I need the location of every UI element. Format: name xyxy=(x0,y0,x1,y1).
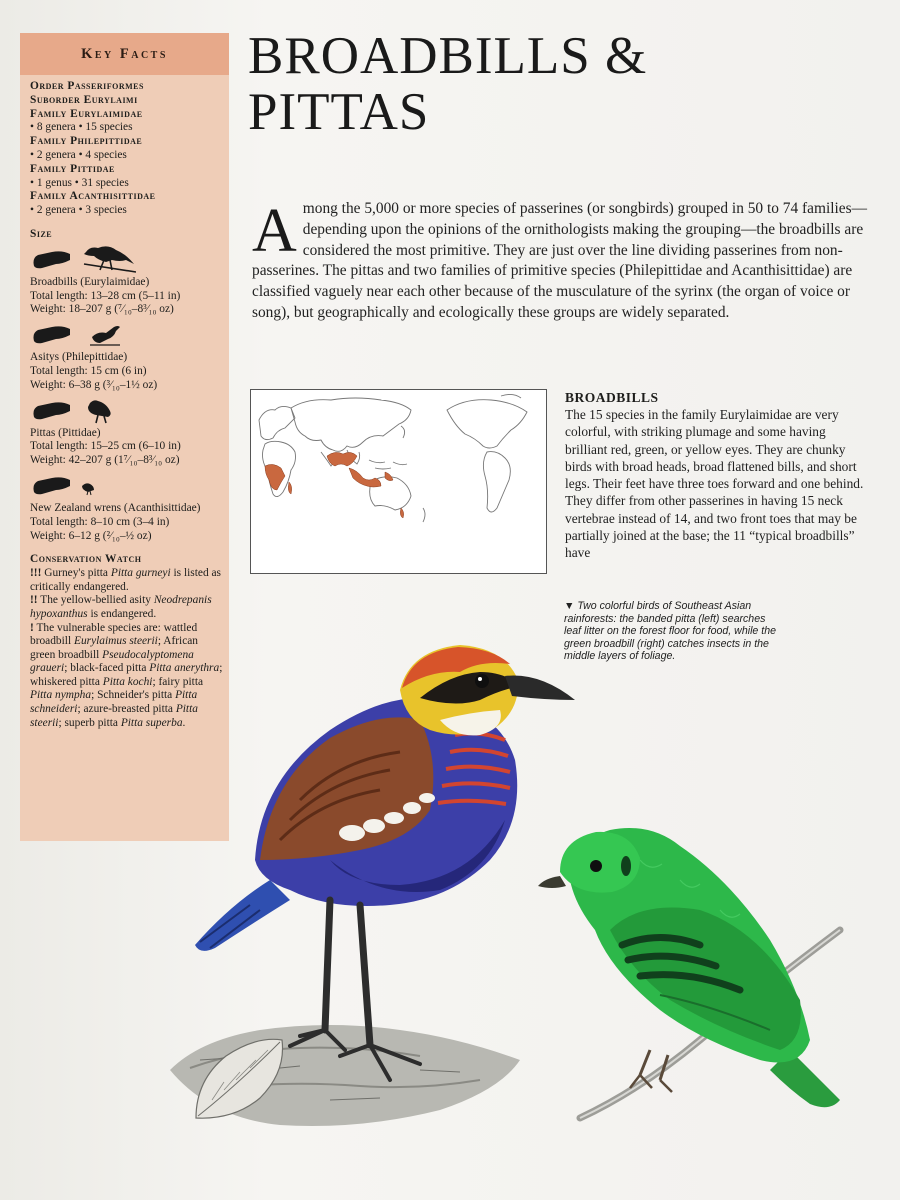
vulnerable-species-item: azure-breasted pitta Pitta steerii; xyxy=(30,703,198,729)
hand-silhouette-icon xyxy=(32,399,72,421)
distribution-map xyxy=(250,389,547,574)
taxonomy-family-4: Family Acanthisittidae xyxy=(30,190,156,203)
species-latin-name: Pitta superba xyxy=(120,716,183,729)
broadbills-text: The 15 species in the family Eurylaimidae are very colorful, with striking plumage and some having brilliant red, green, or yellow eyes. They are chunky birds with broad heads, broad flattened bills, and short legs. Their feet have three toes forward and one behind. They differ from other passerines in having 15 neck vertebrae instead of 14, and two front toes that may be partially joined at the base; the 11 “typical broadbills” have xyxy=(565,407,864,561)
hand-silhouette-icon xyxy=(32,323,72,345)
species-latin-name: Pitta schneideri xyxy=(30,689,198,716)
title-line-2: PITTAS xyxy=(248,83,430,141)
species-common-name: whiskered pitta xyxy=(30,675,103,688)
conservation-heading: Conservation Watch xyxy=(30,553,142,566)
size-comparison-asitys xyxy=(30,319,226,349)
species-latin-name: Pitta nympha xyxy=(30,689,92,702)
vulnerable-species-item: wattled broadbill Eurylaimus steerii; xyxy=(30,621,198,648)
species-common-name: azure-breasted pitta xyxy=(80,703,176,716)
taxonomy-count-3: • 1 genus • 31 species xyxy=(30,176,129,189)
hand-silhouette-icon xyxy=(32,248,72,270)
critical-mark: !!! xyxy=(30,567,42,580)
endangered-species: Neodrepanis hypoxanthus xyxy=(30,594,212,620)
critical-species: Pitta gurneyi xyxy=(110,567,171,580)
broadbills-heading: BROADBILLS xyxy=(565,390,659,405)
species-latin-name: Pitta steerii xyxy=(30,703,198,729)
illustration-caption: ▼ Two colorful birds of Southeast Asian rainforests: the banded pitta (left) searches leaf litter on the forest floor for food, while the green broadbill (right) catches insects in the middle layers of foliage. xyxy=(564,600,776,663)
vulnerable-species-item: Schneider's pitta Pitta schneideri; xyxy=(30,689,198,716)
taxonomy-family-1: Family Eurylaimidae xyxy=(30,107,143,120)
size-heading: Size xyxy=(30,227,53,240)
group-length-broadbills: Total length: 13–28 cm (5–11 in) xyxy=(30,289,181,302)
species-common-name: wattled broadbill xyxy=(30,621,198,648)
intro-text: mong the 5,000 or more species of passerines (or songbirds) grouped in 50 to 74 families—depending upon the opinions of the ornithologists making the grouping—the broadbills are considered the most primitive. They are just over the line dividing passerines from non-passerines. The pittas and two families of primitive species (Philepittidae and Acanthisittidae) are classified vaguely near each other because of the musculature of the syrinx (the organ of voice or song), but geographically and ecologically these groups are widely separated. xyxy=(252,200,867,321)
group-name-pittas: Pittas (Pittidae) xyxy=(30,426,101,439)
conservation-text xyxy=(30,567,226,730)
vulnerable-intro: The vulnerable species are: xyxy=(36,621,161,634)
taxonomy-suborder: Suborder Eurylaimi xyxy=(30,93,138,106)
critical-text: Gurney's pitta xyxy=(44,567,108,580)
endangered-text: The yellow-bellied asity xyxy=(40,594,151,607)
endangered-status: is endangered. xyxy=(90,607,157,620)
vulnerable-species-item: black-faced pitta Pitta anerythra; xyxy=(67,662,223,675)
pitta-silhouette-icon xyxy=(82,395,116,425)
hand-silhouette-icon xyxy=(32,474,72,496)
vulnerable-species-item: fairy pitta Pitta nympha; xyxy=(30,675,204,702)
taxonomy-family-2: Family Philepittidae xyxy=(30,135,143,148)
wren-silhouette-icon xyxy=(78,478,100,496)
key-facts-panel xyxy=(20,33,229,841)
drop-cap: A xyxy=(252,197,297,265)
taxonomy-count-2: • 2 genera • 4 species xyxy=(30,148,127,161)
species-common-name: Schneider's pitta xyxy=(94,689,176,702)
title-line-1: BROADBILLS & xyxy=(248,27,648,85)
size-comparison-broadbills xyxy=(30,244,226,274)
species-latin-name: Pitta anerythra xyxy=(149,662,220,675)
vulnerable-mark: ! xyxy=(30,621,34,634)
critical-status: is listed as critically endangered. xyxy=(30,567,221,593)
species-latin-name: Pseudocalyptomena graueri xyxy=(30,648,194,675)
group-name-broadbills: Broadbills (Eurylaimidae) xyxy=(30,275,150,288)
group-weight-pittas: Weight: 42–207 g (1⁷⁄₁₀–8³⁄₁₀ oz) xyxy=(30,454,180,467)
broadbill-silhouette-icon xyxy=(80,240,136,274)
group-length-pittas: Total length: 15–25 cm (6–10 in) xyxy=(30,440,181,453)
size-comparison-pittas xyxy=(30,395,226,425)
group-name-nz-wrens: New Zealand wrens (Acanthisittidae) xyxy=(30,501,201,514)
species-common-name: superb pitta xyxy=(61,716,121,729)
size-comparison-nz-wrens xyxy=(30,470,226,500)
species-latin-name: Pitta kochi xyxy=(102,675,153,688)
asity-silhouette-icon xyxy=(88,321,122,347)
taxonomy-order: Order Passeriformes xyxy=(30,80,144,92)
group-weight-nz-wrens: Weight: 6–12 g (²⁄₁₀–½ oz) xyxy=(30,529,152,542)
taxonomy-count-4: • 2 genera • 3 species xyxy=(30,204,127,217)
group-length-nz-wrens: Total length: 8–10 cm (3–4 in) xyxy=(30,515,170,528)
vulnerable-species-item: African green broadbill Pseudocalyptomena graueri; xyxy=(30,635,199,675)
group-name-asitys: Asitys (Philepittidae) xyxy=(30,351,128,364)
vulnerable-species-item: superb pitta Pitta superba. xyxy=(61,716,186,729)
taxonomy-count-1: • 8 genera • 15 species xyxy=(30,121,133,134)
species-latin-name: Eurylaimus steerii xyxy=(73,635,158,648)
vulnerable-species-list xyxy=(30,622,222,729)
world-map-graphic xyxy=(251,390,546,573)
taxonomy-family-3: Family Pittidae xyxy=(30,162,115,175)
intro-paragraph xyxy=(252,199,872,324)
species-common-name: black-faced pitta xyxy=(67,662,150,675)
endangered-mark: !! xyxy=(30,594,38,607)
page-title xyxy=(248,28,647,140)
key-facts-heading: Key Facts xyxy=(20,33,229,75)
species-common-name: African green broadbill xyxy=(30,635,199,661)
vulnerable-species-item: whiskered pitta Pitta kochi; xyxy=(30,675,156,688)
group-length-asitys: Total length: 15 cm (6 in) xyxy=(30,364,147,377)
species-common-name: fairy pitta xyxy=(155,675,204,688)
group-weight-asitys: Weight: 6–38 g (³⁄₁₀–1½ oz) xyxy=(30,378,158,391)
group-weight-broadbills: Weight: 18–207 g (⁷⁄₁₀–8³⁄₁₀ oz) xyxy=(30,303,174,316)
